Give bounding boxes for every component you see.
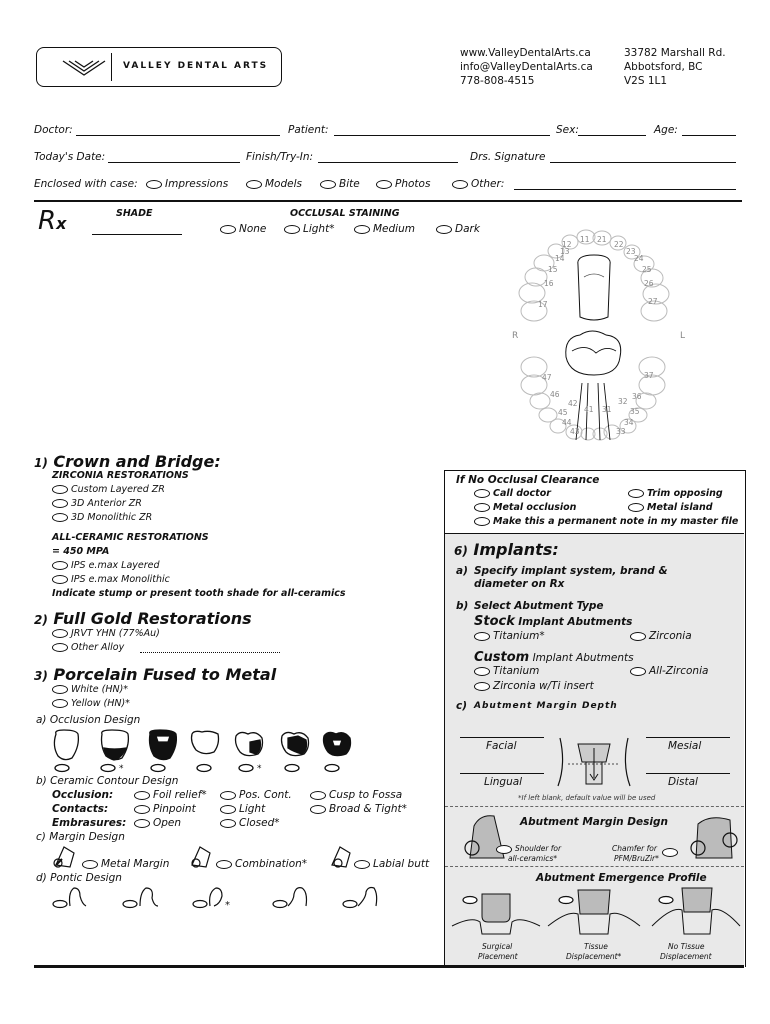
staining-opt-dark[interactable]: Dark (436, 223, 480, 235)
staining-opt-medium[interactable]: Medium (354, 223, 415, 235)
address-line-3: V2S 1L1 (624, 75, 668, 87)
radio-icon (216, 860, 232, 869)
pfm-opt-yellow[interactable]: Yellow (HN)* (52, 698, 130, 709)
zirconia-opt-anterior[interactable]: 3D Anterior ZR (52, 498, 142, 509)
implants-title: 6) Implants: (454, 540, 559, 559)
radio-icon (354, 225, 370, 234)
radio-icon (52, 685, 68, 694)
drs-signature-field[interactable] (550, 162, 736, 163)
surgical-text-2: Placement (478, 952, 518, 961)
enclosed-opt-bite[interactable]: Bite (320, 178, 360, 190)
staining-opt-light[interactable]: Light* (284, 223, 334, 235)
tooth-33: 33 (616, 427, 626, 436)
radio-icon (474, 682, 490, 691)
zirconia-opt-monolithic[interactable]: 3D Monolithic ZR (52, 512, 152, 523)
pfm-opt-white[interactable]: White (HN)* (52, 684, 128, 695)
shoulder-text-2: all-ceramics* (508, 854, 558, 863)
margin-opt-combination[interactable]: Combination* (216, 858, 307, 870)
radio-icon (474, 667, 490, 676)
occlusion-design-options[interactable] (50, 728, 360, 776)
emergence-title: Abutment Emergence Profile (536, 872, 707, 884)
implants-c-text: Abutment Margin Depth (474, 701, 618, 711)
radio-icon (474, 489, 490, 498)
tooth-17: 17 (538, 300, 548, 309)
header-divider (34, 200, 742, 202)
tooth-45: 45 (558, 408, 568, 417)
radio-icon (628, 503, 644, 512)
abutment-depth-icon (554, 734, 634, 790)
radio-icon (52, 699, 68, 708)
radio-icon (354, 860, 370, 869)
svg-text:*: * (119, 764, 124, 774)
embrasures-opt-open[interactable]: Open (134, 817, 181, 829)
patient-label: Patient: (288, 124, 329, 136)
patient-field[interactable] (334, 135, 550, 136)
radio-icon (630, 632, 646, 641)
radio-icon (284, 225, 300, 234)
contacts-opt-pinpoint[interactable]: Pinpoint (134, 803, 196, 815)
radio-icon (52, 513, 68, 522)
margin-combination-icon (188, 843, 216, 869)
radio-icon (134, 805, 150, 814)
implants-a-label: a) (456, 565, 468, 577)
todays-date-label: Today's Date: (34, 151, 106, 163)
stock-opt-zirconia[interactable]: Zirconia (630, 630, 692, 642)
tooth-35: 35 (630, 407, 640, 416)
svg-text:*: * (257, 764, 262, 774)
embrasures-opt-closed[interactable]: Closed* (220, 817, 280, 829)
radio-icon (146, 180, 162, 189)
margin-opt-metal[interactable]: Metal Margin (82, 858, 169, 870)
tooth-13: 13 (560, 247, 570, 256)
finish-label: Finish/Try-In: (246, 151, 314, 163)
margin-opt-chamfer[interactable] (662, 842, 681, 861)
todays-date-field[interactable] (108, 162, 240, 163)
enclosed-opt-models[interactable]: Models (246, 178, 302, 190)
tooth-36: 36 (632, 392, 642, 401)
finish-field[interactable] (318, 162, 458, 163)
tooth-22: 22 (614, 240, 624, 249)
allceramic-mpa: = 450 MPA (52, 546, 110, 557)
tooth-26: 26 (644, 279, 654, 288)
stock-opt-titanium[interactable]: Titanium* (474, 630, 545, 642)
radio-icon (52, 629, 68, 638)
stock-heading: Stock Implant Abutments (474, 614, 633, 629)
logo-box (36, 47, 282, 87)
radio-icon (310, 791, 326, 800)
chamfer-text-1: Chamfer for (612, 844, 657, 853)
occlusion-opt-foil[interactable]: Foil relief* (134, 789, 207, 801)
embrasures-label: Embrasures: (52, 817, 127, 829)
allceramic-heading: ALL-CERAMIC RESTORATIONS (52, 532, 209, 543)
drs-signature-label: Drs. Signature (470, 151, 546, 163)
occlusal-staining-label: OCCLUSAL STAINING (290, 208, 400, 219)
custom-opt-all-zirconia[interactable]: All-Zirconia (630, 665, 708, 677)
radio-icon (52, 643, 68, 652)
radio-icon (628, 489, 644, 498)
occlusion-label: Occlusion: (52, 789, 114, 801)
implants-a-text-1: Specify implant system, brand & (474, 565, 668, 577)
enclosed-label: Enclosed with case: (34, 178, 138, 190)
margin-design-title: Abutment Margin Design (520, 816, 668, 828)
contour-design-label: b) Ceramic Contour Design (36, 775, 179, 787)
radio-icon (82, 860, 98, 869)
age-label: Age: (654, 124, 678, 136)
margin-design-label: c) Margin Design (36, 831, 125, 843)
chamfer-abutment-icon (686, 808, 742, 862)
shoulder-abutment-icon (460, 808, 510, 862)
tooth-41: 41 (584, 405, 594, 414)
sex-field[interactable] (578, 135, 646, 136)
tooth-42: 42 (568, 399, 578, 408)
tooth-32: 32 (618, 397, 628, 406)
implants-b-text: Select Abutment Type (474, 600, 604, 612)
tooth-43: 43 (570, 427, 580, 436)
tissue-text-2: Displacement* (566, 952, 622, 961)
radio-icon (52, 575, 68, 584)
radio-icon (134, 791, 150, 800)
pfm-title: 3) Porcelain Fused to Metal (34, 665, 277, 684)
emergence-divider (445, 866, 744, 867)
gold-opt-jrvt[interactable]: JRVT YHN (77%Au) (52, 628, 160, 639)
contacts-opt-light[interactable]: Light (220, 803, 265, 815)
tooth-23: 23 (626, 247, 636, 256)
tooth-14: 14 (555, 254, 565, 263)
radio-icon (134, 819, 150, 828)
mesial-field[interactable] (646, 737, 730, 738)
radio-icon (320, 180, 336, 189)
radio-icon (310, 805, 326, 814)
enclosed-opt-other[interactable]: Other: (452, 178, 504, 190)
tooth-46: 46 (550, 390, 560, 399)
email-text: info@ValleyDentalArts.ca (460, 61, 593, 73)
implants-c-label: c) (456, 700, 468, 712)
tooth-16: 16 (544, 279, 554, 288)
tooth-24: 24 (634, 254, 644, 263)
radio-icon (662, 848, 678, 857)
radio-icon (630, 667, 646, 676)
other-alloy-field[interactable] (140, 652, 280, 653)
lingual-field[interactable] (460, 773, 544, 774)
bottom-rule (34, 965, 744, 968)
facial-field[interactable] (460, 737, 544, 738)
tooth-12: 12 (562, 240, 572, 249)
crown-title: 1) Crown and Bridge: (34, 452, 221, 471)
staining-opt-none[interactable]: None (220, 223, 266, 235)
website-text: www.ValleyDentalArts.ca (460, 47, 591, 59)
radio-icon (52, 485, 68, 494)
facial-label: Facial (486, 740, 517, 752)
custom-heading: Custom Implant Abutments (474, 650, 634, 665)
distal-label: Distal (668, 776, 698, 788)
chamfer-text-2: PFM/BruZir* (614, 854, 659, 863)
enclosed-other-field[interactable] (514, 189, 736, 190)
radio-icon (220, 225, 236, 234)
implants-b-label: b) (456, 600, 469, 612)
tissue-text-1: Tissue (584, 942, 608, 951)
occlusion-design-label: a) Occlusion Design (36, 714, 141, 726)
custom-opt-zirconia-ti[interactable]: Zirconia w/Ti insert (474, 680, 594, 692)
no-tissue-text-2: Displacement (660, 952, 712, 961)
lingual-label: Lingual (484, 776, 523, 788)
implants-a-text-2: diameter on Rx (474, 578, 565, 590)
radio-icon (452, 180, 468, 189)
zirconia-heading: ZIRCONIA RESTORATIONS (52, 470, 189, 481)
pontic-design-options[interactable] (50, 884, 390, 912)
pontic-design-label: d) Pontic Design (36, 872, 122, 884)
contacts-opt-broad[interactable]: Broad & Tight* (310, 803, 407, 815)
radio-icon (52, 561, 68, 570)
tooth-31: 31 (602, 405, 612, 414)
radio-icon (474, 517, 490, 526)
margin-design-divider (445, 806, 744, 807)
allceramic-opt-layered[interactable]: IPS e.max Layered (52, 560, 160, 571)
logo-text: VALLEY DENTAL ARTS (123, 61, 269, 71)
occlusion-opt-pos-cont[interactable]: Pos. Cont. (220, 789, 292, 801)
clearance-opt-metal-island[interactable]: Metal island (628, 502, 713, 513)
tooth-chart-left-label: L (680, 331, 686, 341)
radio-icon (436, 225, 452, 234)
tooth-34: 34 (624, 418, 634, 427)
allceramic-opt-monolithic[interactable]: IPS e.max Monolithic (52, 574, 170, 585)
age-field[interactable] (682, 135, 736, 136)
distal-field[interactable] (646, 773, 730, 774)
gold-opt-other[interactable]: Other Alloy (52, 642, 124, 653)
gold-title: 2) Full Gold Restorations (34, 609, 252, 628)
radio-icon (52, 499, 68, 508)
margin-metal-icon (52, 843, 80, 869)
margin-opt-shoulder[interactable]: Shoulder for (496, 844, 561, 854)
svg-text:*: * (225, 900, 230, 911)
tooth-25: 25 (642, 265, 652, 274)
tooth-47: 47 (542, 373, 552, 382)
clearance-opt-call-doctor[interactable]: Call doctor (474, 488, 551, 499)
doctor-label: Doctor: (34, 124, 73, 136)
no-tissue-text-1: No Tissue (668, 942, 705, 951)
radio-icon (496, 845, 512, 854)
surgical-text-1: Surgical (482, 942, 513, 951)
enclosed-opt-impressions[interactable]: Impressions (146, 178, 228, 190)
tooth-15: 15 (548, 265, 558, 274)
logo-chevron-icon (61, 58, 107, 78)
clearance-title: If No Occlusal Clearance (456, 474, 600, 486)
margin-opt-labial-butt[interactable]: Labial butt (354, 858, 429, 870)
address-line-2: Abbotsford, BC (624, 61, 703, 73)
tooth-44: 44 (562, 418, 572, 427)
zirconia-opt-custom[interactable]: Custom Layered ZR (52, 484, 165, 495)
radio-icon (220, 819, 236, 828)
tooth-27: 27 (648, 297, 658, 306)
enclosed-opt-photos[interactable]: Photos (376, 178, 430, 190)
rx-symbol: Rx (38, 206, 67, 236)
occlusion-opt-cusp[interactable]: Cusp to Fossa (310, 789, 402, 801)
phone-text: 778-808-4515 (460, 75, 535, 87)
radio-icon (474, 503, 490, 512)
radio-icon (246, 180, 262, 189)
radio-icon (376, 180, 392, 189)
shade-field[interactable] (92, 234, 182, 235)
custom-opt-titanium[interactable]: Titanium (474, 665, 539, 677)
tooth-11: 11 (580, 235, 590, 244)
address-line-1: 33782 Marshall Rd. (624, 47, 726, 59)
radio-icon (220, 791, 236, 800)
tooth-chart-right-label: R (512, 331, 519, 341)
tooth-21: 21 (597, 235, 607, 244)
stump-note: Indicate stump or present tooth shade for all-ceramics (52, 588, 346, 599)
clearance-opt-permanent[interactable]: Make this a permanent note in my master file (474, 516, 738, 527)
sex-label: Sex: (556, 124, 579, 136)
radio-icon (474, 632, 490, 641)
tooth-37: 37 (644, 371, 654, 380)
contacts-label: Contacts: (52, 803, 109, 815)
emergence-profile-options[interactable] (452, 886, 742, 938)
clearance-opt-trim[interactable]: Trim opposing (628, 488, 723, 499)
shade-label: SHADE (116, 208, 153, 219)
doctor-field[interactable] (76, 135, 280, 136)
margin-labial-butt-icon (328, 843, 356, 869)
radio-icon (220, 805, 236, 814)
default-note: *If left blank, default value will be used (518, 794, 656, 802)
clearance-opt-metal-occlusion[interactable]: Metal occlusion (474, 502, 576, 513)
mesial-label: Mesial (668, 740, 702, 752)
